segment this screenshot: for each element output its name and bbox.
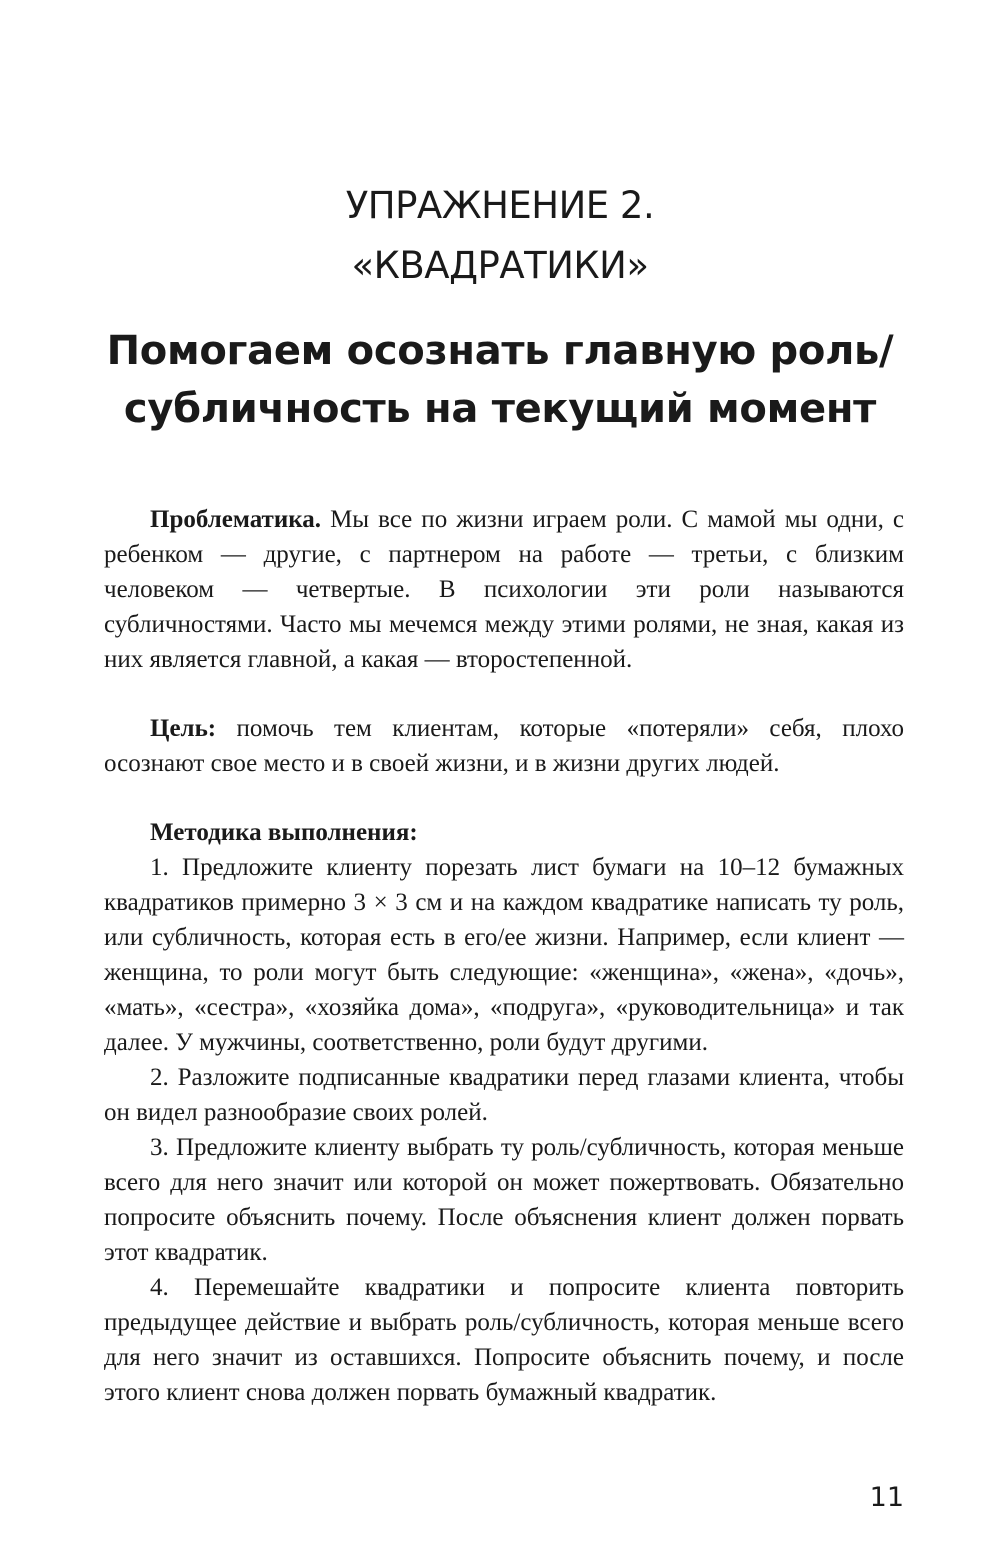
exercise-title xyxy=(0,176,1000,296)
problem-text: Мы все по жизни играем роли. С мамой мы одни, с ребенком — другие, с партнером на работе — третьи, с близким человеком — четвертые. В психологии эти роли называются субличностями. Часто мы мечемся между этими ролями, не зная, какая из них является главной, а какая — второстепенной. xyxy=(104,506,904,673)
problem-section xyxy=(104,502,904,677)
exercise-title-line2: «КВАДРАТИКИ» xyxy=(351,244,649,287)
method-step-1: 1. Предложите клиенту порезать лист бумаги на 10–12 бумажных квадратиков примерно 3 × 3 см и на каждом квадратике написать ту роль, или субличность, которая есть в его/ее жизни. Например, если клиент — женщина, то роли могут быть следующие: «женщина», «жена», «дочь», «мать», «сестра», «хозяйка дома», «подруга», «руководительница» и так далее. У мужчины, соответственно, роли будут другими. xyxy=(104,854,904,1056)
page-number: 11 xyxy=(869,1482,904,1513)
goal-text: помочь тем клиентам, которые «потеряли» себя, плохо осознают свое место и в своей жизни, и в жизни других людей. xyxy=(104,715,904,777)
problem-paragraph xyxy=(104,502,904,677)
problem-label: Проблематика. xyxy=(150,506,322,533)
method-step-4: 4. Перемешайте квадратики и попросите клиента повторить предыдущее действие и выбрать роль/субличность, которая меньше всего для него значит из оставшихся. Попросите объяснить почему, и после этого клиент снова должен порвать бумажный квадратик. xyxy=(104,1274,904,1406)
subtitle-line1: Помогаем осознать главную роль/ xyxy=(106,328,894,374)
method-step-2: 2. Разложите подписанные квадратики перед глазами клиента, чтобы он видел разнообразие своих ролей. xyxy=(104,1064,904,1126)
exercise-subtitle xyxy=(0,322,1000,438)
goal-section xyxy=(104,711,904,781)
method-heading: Методика выполнения: xyxy=(150,819,418,846)
subtitle-line2: субличность на текущий момент xyxy=(123,386,877,432)
method-section xyxy=(104,815,904,1410)
goal-paragraph xyxy=(104,711,904,781)
exercise-title-line1: УПРАЖНЕНИЕ 2. xyxy=(345,184,655,227)
goal-label: Цель: xyxy=(150,715,217,742)
method-step-3: 3. Предложите клиенту выбрать ту роль/субличность, которая меньше всего для него значит или которой он может пожертвовать. Обязательно попросите объяснить почему. После объяснения клиент должен порвать этот квадратик. xyxy=(104,1134,904,1266)
